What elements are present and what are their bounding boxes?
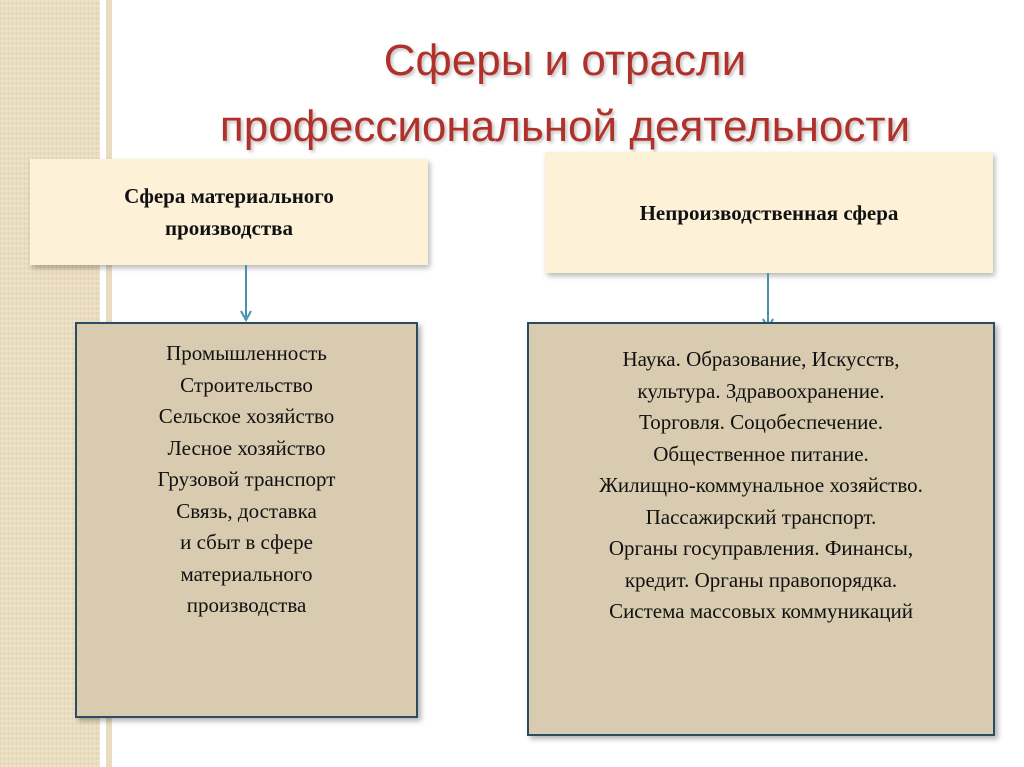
left-arrow-icon (234, 265, 258, 325)
title-line-2: профессиональной деятельности (219, 102, 911, 151)
material-sphere-header-line-2: производства (164, 216, 293, 240)
list-item: Лесное хозяйство (167, 435, 326, 460)
list-item: Органы госуправления. Финансы, (608, 536, 914, 560)
list-item: Сельское хозяйство (158, 404, 335, 428)
title-line-1: Сферы и отрасли (383, 36, 747, 85)
material-sphere-header-line-1: Сфера материального (124, 184, 334, 208)
list-item: и сбыт в сфере (180, 530, 313, 554)
material-sphere-header (30, 159, 428, 265)
non-production-sphere-header (545, 152, 993, 273)
non-production-sphere-header-label: Непроизводственная сфера (639, 200, 899, 225)
list-item: Наука. Образование, Искусств, (622, 347, 900, 371)
list-item: производства (186, 593, 307, 617)
list-item: материального (180, 561, 313, 586)
list-item: Торговля. Соцобеспечение. (639, 410, 883, 434)
list-item: Пассажирский транспорт. (645, 504, 877, 529)
non-production-sphere-branches (527, 322, 995, 736)
list-item: Связь, доставка (176, 498, 317, 523)
list-item: Система массовых коммуникаций (609, 599, 913, 623)
list-item: кредит. Органы правопорядка. (624, 567, 898, 592)
list-item: Промышленность (166, 341, 327, 365)
list-item: Общественное питание. (653, 441, 869, 466)
material-sphere-branches (75, 322, 418, 718)
list-item: Жилищно-коммунальное хозяйство. (599, 473, 923, 497)
slide-title (170, 28, 960, 160)
list-item: Строительство (180, 372, 313, 397)
list-item: культура. Здравоохранение. (637, 378, 885, 403)
list-item: Грузовой транспорт (157, 467, 336, 491)
